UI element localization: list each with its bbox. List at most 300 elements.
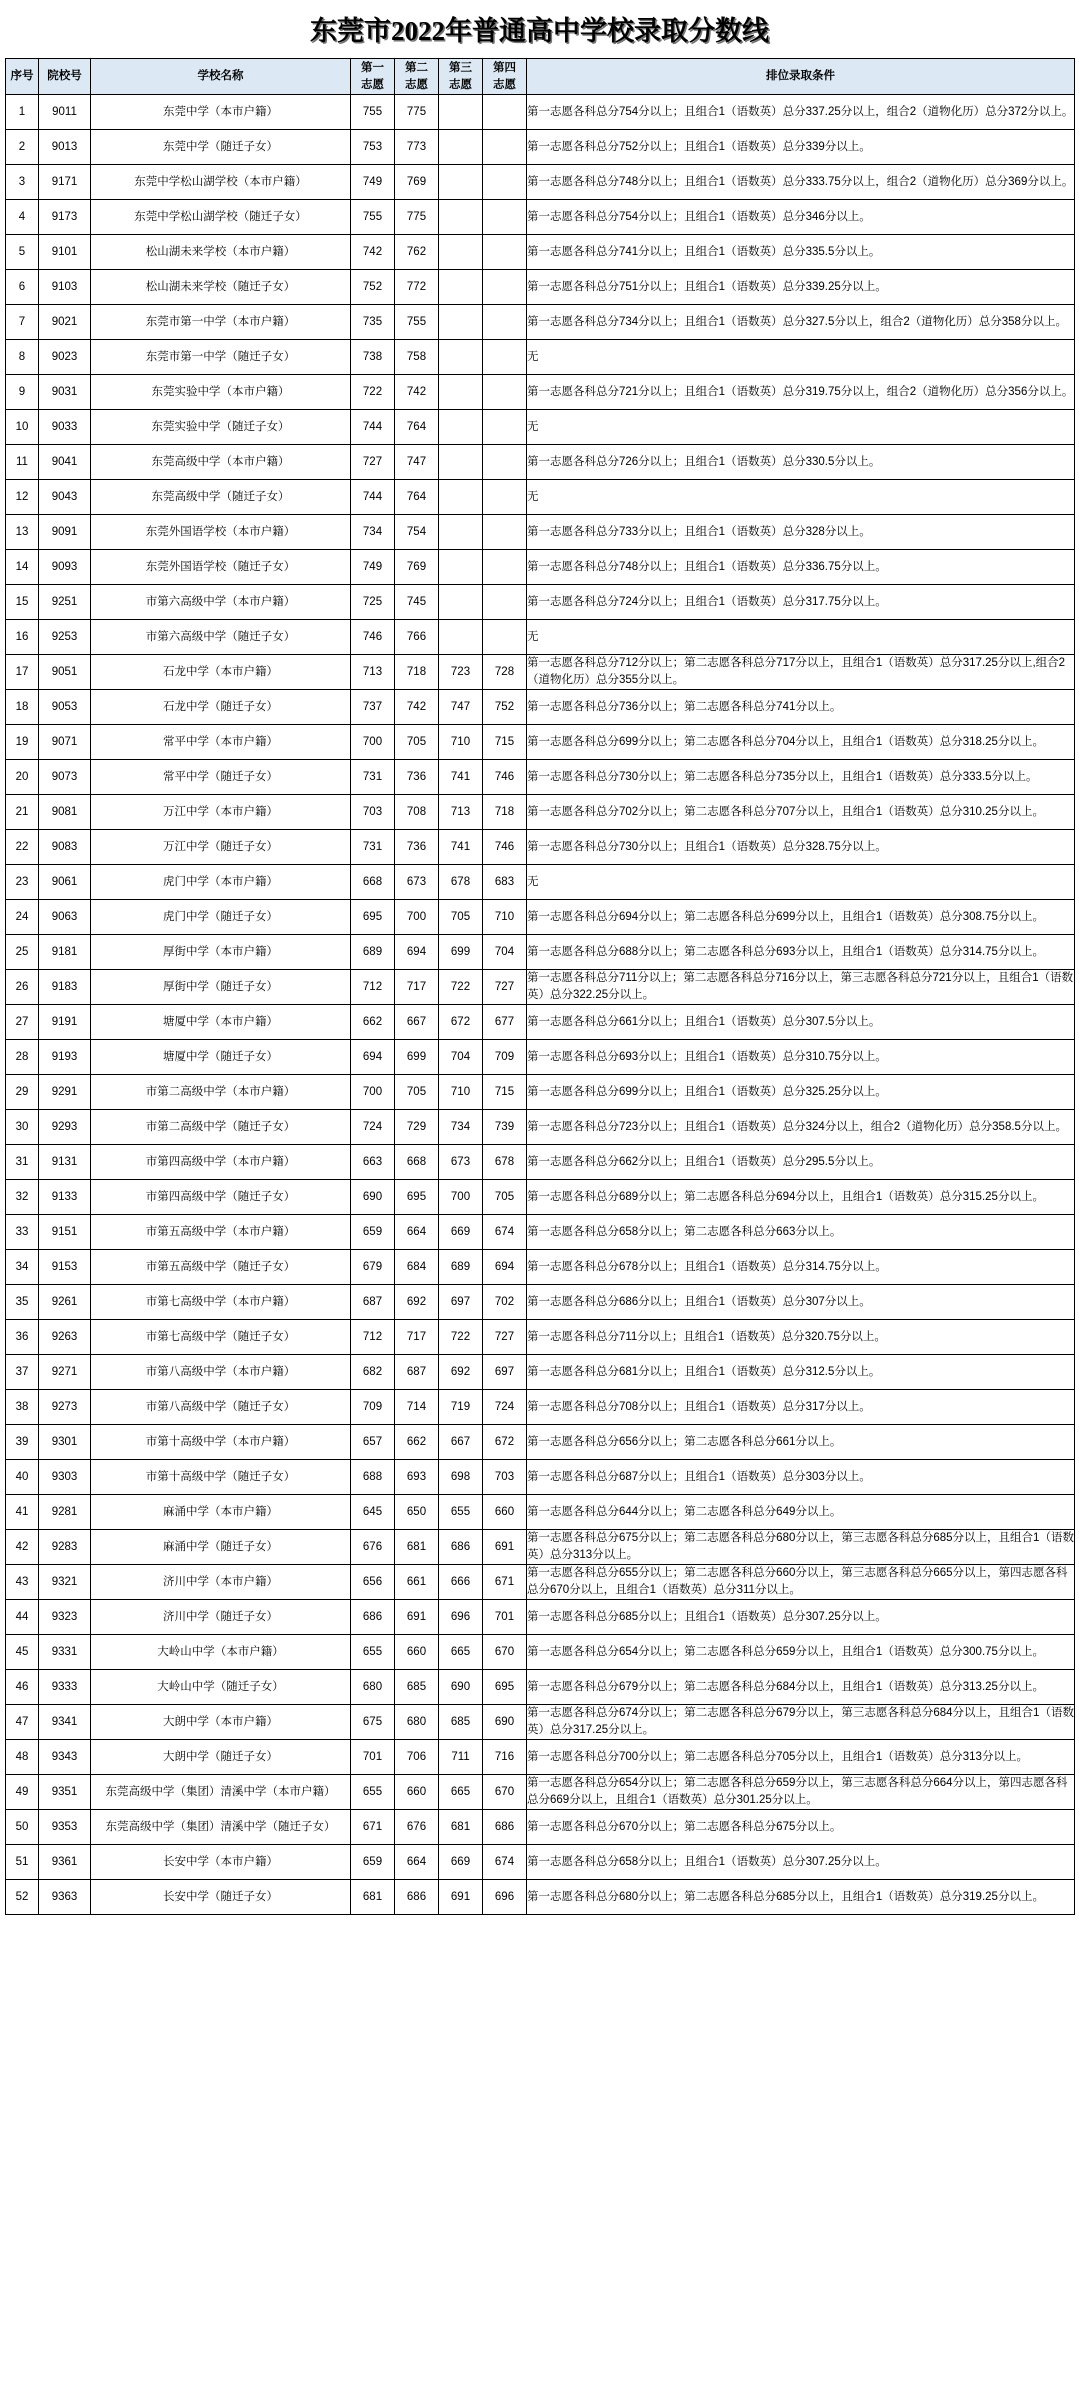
cell-wish2-score: 673 bbox=[395, 865, 439, 900]
cell-condition: 第一志愿各科总分734分以上；且组合1（语数英）总分327.5分以上，组合2（道物化历）总分358分以上。 bbox=[527, 305, 1075, 340]
table-row bbox=[6, 725, 1075, 760]
cell-school-code: 9331 bbox=[39, 1635, 91, 1670]
cell-wish3-score: 685 bbox=[439, 1705, 483, 1740]
cell-school-code: 9041 bbox=[39, 445, 91, 480]
cell-school-code: 9283 bbox=[39, 1530, 91, 1565]
cell-condition: 第一志愿各科总分730分以上；且组合1（语数英）总分328.75分以上。 bbox=[527, 830, 1075, 865]
cell-wish2-score: 695 bbox=[395, 1180, 439, 1215]
column-header-wish4: 第四 志愿 bbox=[483, 59, 527, 95]
cell-index: 33 bbox=[6, 1215, 39, 1250]
cell-wish3-score: 696 bbox=[439, 1600, 483, 1635]
cell-wish2-score: 769 bbox=[395, 550, 439, 585]
table-row bbox=[6, 1670, 1075, 1705]
cell-wish1-score: 668 bbox=[351, 865, 395, 900]
cell-wish4-score bbox=[483, 620, 527, 655]
cell-wish4-score: 752 bbox=[483, 690, 527, 725]
cell-wish1-score: 701 bbox=[351, 1740, 395, 1775]
table-header bbox=[6, 59, 1075, 95]
cell-wish1-score: 724 bbox=[351, 1110, 395, 1145]
cell-wish3-score bbox=[439, 235, 483, 270]
cell-wish3-score: 734 bbox=[439, 1110, 483, 1145]
cell-wish4-score bbox=[483, 165, 527, 200]
cell-index: 43 bbox=[6, 1565, 39, 1600]
cell-school-name: 常平中学（随迁子女） bbox=[91, 760, 351, 795]
cell-index: 34 bbox=[6, 1250, 39, 1285]
cell-school-code: 9341 bbox=[39, 1705, 91, 1740]
cell-index: 44 bbox=[6, 1600, 39, 1635]
cell-wish3-score bbox=[439, 305, 483, 340]
cell-school-code: 9321 bbox=[39, 1565, 91, 1600]
cell-school-code: 9193 bbox=[39, 1040, 91, 1075]
cell-school-name: 市第八高级中学（本市户籍） bbox=[91, 1355, 351, 1390]
cell-index: 27 bbox=[6, 1005, 39, 1040]
cell-wish4-score: 694 bbox=[483, 1250, 527, 1285]
table-row bbox=[6, 1530, 1075, 1565]
cell-wish2-score: 664 bbox=[395, 1845, 439, 1880]
table-row bbox=[6, 1285, 1075, 1320]
cell-school-code: 9303 bbox=[39, 1460, 91, 1495]
cell-wish4-score bbox=[483, 445, 527, 480]
cell-wish2-score: 660 bbox=[395, 1635, 439, 1670]
cell-condition: 第一志愿各科总分736分以上；第二志愿各科总分741分以上。 bbox=[527, 690, 1075, 725]
cell-wish4-score: 670 bbox=[483, 1775, 527, 1810]
cell-condition: 第一志愿各科总分681分以上；且组合1（语数英）总分312.5分以上。 bbox=[527, 1355, 1075, 1390]
cell-school-name: 长安中学（随迁子女） bbox=[91, 1880, 351, 1915]
cell-wish3-score: 697 bbox=[439, 1285, 483, 1320]
table-row bbox=[6, 1880, 1075, 1915]
cell-wish1-score: 755 bbox=[351, 200, 395, 235]
cell-wish4-score: 691 bbox=[483, 1530, 527, 1565]
cell-index: 5 bbox=[6, 235, 39, 270]
cell-wish2-score: 717 bbox=[395, 970, 439, 1005]
table-row bbox=[6, 1355, 1075, 1390]
cell-index: 32 bbox=[6, 1180, 39, 1215]
cell-wish3-score: 686 bbox=[439, 1530, 483, 1565]
table-row bbox=[6, 1145, 1075, 1180]
cell-wish2-score: 775 bbox=[395, 95, 439, 130]
table-row bbox=[6, 760, 1075, 795]
cell-wish1-score: 690 bbox=[351, 1180, 395, 1215]
cell-wish3-score: 698 bbox=[439, 1460, 483, 1495]
table-row bbox=[6, 235, 1075, 270]
cell-wish1-score: 655 bbox=[351, 1635, 395, 1670]
cell-index: 7 bbox=[6, 305, 39, 340]
cell-school-name: 石龙中学（本市户籍） bbox=[91, 655, 351, 690]
cell-school-name: 塘厦中学（本市户籍） bbox=[91, 1005, 351, 1040]
cell-school-code: 9271 bbox=[39, 1355, 91, 1390]
cell-wish4-score bbox=[483, 270, 527, 305]
cell-wish1-score: 713 bbox=[351, 655, 395, 690]
cell-index: 51 bbox=[6, 1845, 39, 1880]
cell-wish4-score: 739 bbox=[483, 1110, 527, 1145]
cell-index: 49 bbox=[6, 1775, 39, 1810]
cell-school-code: 9181 bbox=[39, 935, 91, 970]
cell-school-name: 厚街中学（本市户籍） bbox=[91, 935, 351, 970]
cell-condition: 第一志愿各科总分694分以上；第二志愿各科总分699分以上，且组合1（语数英）总分308.75分以上。 bbox=[527, 900, 1075, 935]
cell-index: 25 bbox=[6, 935, 39, 970]
cell-condition: 第一志愿各科总分689分以上；第二志愿各科总分694分以上，且组合1（语数英）总分315.25分以上。 bbox=[527, 1180, 1075, 1215]
cell-wish1-score: 744 bbox=[351, 410, 395, 445]
cell-wish4-score: 674 bbox=[483, 1845, 527, 1880]
cell-index: 16 bbox=[6, 620, 39, 655]
cell-wish2-score: 729 bbox=[395, 1110, 439, 1145]
cell-index: 45 bbox=[6, 1635, 39, 1670]
table-row bbox=[6, 1565, 1075, 1600]
cell-index: 38 bbox=[6, 1390, 39, 1425]
cell-wish1-score: 742 bbox=[351, 235, 395, 270]
cell-school-name: 济川中学（本市户籍） bbox=[91, 1565, 351, 1600]
cell-wish2-score: 699 bbox=[395, 1040, 439, 1075]
cell-index: 14 bbox=[6, 550, 39, 585]
cell-wish4-score bbox=[483, 585, 527, 620]
cell-wish3-score: 689 bbox=[439, 1250, 483, 1285]
cell-index: 41 bbox=[6, 1495, 39, 1530]
cell-school-name: 东莞外国语学校（本市户籍） bbox=[91, 515, 351, 550]
cell-condition: 第一志愿各科总分733分以上；且组合1（语数英）总分328分以上。 bbox=[527, 515, 1075, 550]
cell-school-name: 东莞中学松山湖学校（随迁子女） bbox=[91, 200, 351, 235]
cell-index: 10 bbox=[6, 410, 39, 445]
cell-wish3-score bbox=[439, 445, 483, 480]
cell-school-name: 市第八高级中学（随迁子女） bbox=[91, 1390, 351, 1425]
cell-school-code: 9153 bbox=[39, 1250, 91, 1285]
column-header-wish2: 第二 志愿 bbox=[395, 59, 439, 95]
table-row bbox=[6, 1635, 1075, 1670]
table-row bbox=[6, 1110, 1075, 1145]
table-row bbox=[6, 130, 1075, 165]
cell-school-name: 市第五高级中学（随迁子女） bbox=[91, 1250, 351, 1285]
cell-school-name: 塘厦中学（随迁子女） bbox=[91, 1040, 351, 1075]
cell-condition: 第一志愿各科总分693分以上；且组合1（语数英）总分310.75分以上。 bbox=[527, 1040, 1075, 1075]
cell-wish2-score: 705 bbox=[395, 1075, 439, 1110]
cell-school-code: 9363 bbox=[39, 1880, 91, 1915]
cell-wish1-score: 700 bbox=[351, 1075, 395, 1110]
cell-index: 40 bbox=[6, 1460, 39, 1495]
table-row bbox=[6, 1250, 1075, 1285]
table-row bbox=[6, 865, 1075, 900]
cell-index: 8 bbox=[6, 340, 39, 375]
cell-school-code: 9191 bbox=[39, 1005, 91, 1040]
cell-school-code: 9071 bbox=[39, 725, 91, 760]
table-row bbox=[6, 550, 1075, 585]
cell-index: 11 bbox=[6, 445, 39, 480]
cell-wish1-score: 686 bbox=[351, 1600, 395, 1635]
cell-school-code: 9073 bbox=[39, 760, 91, 795]
cell-wish1-score: 722 bbox=[351, 375, 395, 410]
cell-condition: 第一志愿各科总分741分以上；且组合1（语数英）总分335.5分以上。 bbox=[527, 235, 1075, 270]
cell-school-code: 9293 bbox=[39, 1110, 91, 1145]
cell-wish4-score bbox=[483, 95, 527, 130]
cell-wish3-score bbox=[439, 95, 483, 130]
cell-school-code: 9361 bbox=[39, 1845, 91, 1880]
table-row bbox=[6, 95, 1075, 130]
cell-school-name: 松山湖未来学校（本市户籍） bbox=[91, 235, 351, 270]
table-row bbox=[6, 1320, 1075, 1355]
cell-wish4-score: 746 bbox=[483, 760, 527, 795]
cell-condition: 第一志愿各科总分656分以上；第二志愿各科总分661分以上。 bbox=[527, 1425, 1075, 1460]
cell-wish2-score: 694 bbox=[395, 935, 439, 970]
cell-wish2-score: 742 bbox=[395, 690, 439, 725]
cell-wish2-score: 758 bbox=[395, 340, 439, 375]
cell-wish4-score: 702 bbox=[483, 1285, 527, 1320]
cell-condition: 第一志愿各科总分674分以上；第二志愿各科总分679分以上，第三志愿各科总分684分以上，且组合1（语数英）总分317.25分以上。 bbox=[527, 1705, 1075, 1740]
cell-index: 2 bbox=[6, 130, 39, 165]
cell-school-name: 市第六高级中学（随迁子女） bbox=[91, 620, 351, 655]
cell-school-name: 长安中学（本市户籍） bbox=[91, 1845, 351, 1880]
cell-wish4-score: 710 bbox=[483, 900, 527, 935]
cell-condition: 第一志愿各科总分748分以上；且组合1（语数英）总分333.75分以上，组合2（道物化历）总分369分以上。 bbox=[527, 165, 1075, 200]
cell-school-name: 市第四高级中学（本市户籍） bbox=[91, 1145, 351, 1180]
cell-condition: 第一志愿各科总分754分以上；且组合1（语数英）总分346分以上。 bbox=[527, 200, 1075, 235]
cell-wish3-score: 710 bbox=[439, 1075, 483, 1110]
table-row bbox=[6, 935, 1075, 970]
cell-index: 28 bbox=[6, 1040, 39, 1075]
cell-condition: 第一志愿各科总分687分以上；且组合1（语数英）总分303分以上。 bbox=[527, 1460, 1075, 1495]
table-row bbox=[6, 830, 1075, 865]
cell-wish1-score: 681 bbox=[351, 1880, 395, 1915]
cell-wish3-score: 666 bbox=[439, 1565, 483, 1600]
cell-condition: 第一志愿各科总分699分以上；第二志愿各科总分704分以上，且组合1（语数英）总分318.25分以上。 bbox=[527, 725, 1075, 760]
cell-condition: 无 bbox=[527, 865, 1075, 900]
cell-school-name: 大朗中学（本市户籍） bbox=[91, 1705, 351, 1740]
cell-school-code: 9281 bbox=[39, 1495, 91, 1530]
cell-wish3-score bbox=[439, 480, 483, 515]
cell-school-name: 虎门中学（随迁子女） bbox=[91, 900, 351, 935]
cell-school-name: 厚街中学（随迁子女） bbox=[91, 970, 351, 1005]
cell-school-code: 9023 bbox=[39, 340, 91, 375]
cell-school-name: 市第二高级中学（本市户籍） bbox=[91, 1075, 351, 1110]
cell-wish1-score: 749 bbox=[351, 550, 395, 585]
cell-wish1-score: 752 bbox=[351, 270, 395, 305]
cell-wish2-score: 745 bbox=[395, 585, 439, 620]
table-row bbox=[6, 1215, 1075, 1250]
cell-wish4-score: 701 bbox=[483, 1600, 527, 1635]
table-row bbox=[6, 1005, 1075, 1040]
cell-condition: 第一志愿各科总分751分以上；且组合1（语数英）总分339.25分以上。 bbox=[527, 270, 1075, 305]
cell-school-code: 9261 bbox=[39, 1285, 91, 1320]
cell-wish2-score: 769 bbox=[395, 165, 439, 200]
cell-wish1-score: 694 bbox=[351, 1040, 395, 1075]
cell-wish4-score: 704 bbox=[483, 935, 527, 970]
cell-wish1-score: 655 bbox=[351, 1775, 395, 1810]
cell-wish2-score: 700 bbox=[395, 900, 439, 935]
cell-index: 15 bbox=[6, 585, 39, 620]
cell-school-name: 东莞市第一中学（本市户籍） bbox=[91, 305, 351, 340]
table-row bbox=[6, 1600, 1075, 1635]
cell-wish2-score: 755 bbox=[395, 305, 439, 340]
cell-condition: 第一志愿各科总分708分以上；且组合1（语数英）总分317分以上。 bbox=[527, 1390, 1075, 1425]
cell-wish4-score: 695 bbox=[483, 1670, 527, 1705]
cell-index: 19 bbox=[6, 725, 39, 760]
cell-school-code: 9043 bbox=[39, 480, 91, 515]
cell-index: 52 bbox=[6, 1880, 39, 1915]
table-row bbox=[6, 445, 1075, 480]
table-row bbox=[6, 1845, 1075, 1880]
cell-wish2-score: 676 bbox=[395, 1810, 439, 1845]
cell-index: 20 bbox=[6, 760, 39, 795]
cell-school-code: 9133 bbox=[39, 1180, 91, 1215]
cell-wish4-score bbox=[483, 480, 527, 515]
cell-school-name: 东莞外国语学校（随迁子女） bbox=[91, 550, 351, 585]
cell-wish2-score: 693 bbox=[395, 1460, 439, 1495]
cell-wish2-score: 708 bbox=[395, 795, 439, 830]
cell-condition: 无 bbox=[527, 340, 1075, 375]
cell-wish2-score: 660 bbox=[395, 1775, 439, 1810]
cell-wish4-score: 683 bbox=[483, 865, 527, 900]
table-row bbox=[6, 1075, 1075, 1110]
table-row bbox=[6, 200, 1075, 235]
cell-condition: 第一志愿各科总分754分以上；且组合1（语数英）总分337.25分以上，组合2（道物化历）总分372分以上。 bbox=[527, 95, 1075, 130]
cell-condition: 第一志愿各科总分752分以上；且组合1（语数英）总分339分以上。 bbox=[527, 130, 1075, 165]
table-row bbox=[6, 1390, 1075, 1425]
cell-wish2-score: 717 bbox=[395, 1320, 439, 1355]
cell-wish3-score: 704 bbox=[439, 1040, 483, 1075]
cell-wish3-score: 741 bbox=[439, 830, 483, 865]
cell-wish3-score: 699 bbox=[439, 935, 483, 970]
cell-wish4-score: 746 bbox=[483, 830, 527, 865]
cell-condition: 第一志愿各科总分644分以上；第二志愿各科总分649分以上。 bbox=[527, 1495, 1075, 1530]
cell-index: 23 bbox=[6, 865, 39, 900]
cell-wish2-score: 692 bbox=[395, 1285, 439, 1320]
cell-school-code: 9033 bbox=[39, 410, 91, 445]
cell-wish4-score: 686 bbox=[483, 1810, 527, 1845]
cell-wish1-score: 731 bbox=[351, 830, 395, 865]
cell-index: 29 bbox=[6, 1075, 39, 1110]
cell-school-code: 9353 bbox=[39, 1810, 91, 1845]
cell-index: 48 bbox=[6, 1740, 39, 1775]
cell-wish3-score: 747 bbox=[439, 690, 483, 725]
cell-condition: 第一志愿各科总分723分以上；且组合1（语数英）总分324分以上，组合2（道物化历）总分358.5分以上。 bbox=[527, 1110, 1075, 1145]
cell-wish3-score: 678 bbox=[439, 865, 483, 900]
cell-condition: 第一志愿各科总分661分以上；且组合1（语数英）总分307.5分以上。 bbox=[527, 1005, 1075, 1040]
table-row bbox=[6, 1180, 1075, 1215]
cell-wish1-score: 735 bbox=[351, 305, 395, 340]
cell-wish1-score: 731 bbox=[351, 760, 395, 795]
cell-wish1-score: 663 bbox=[351, 1145, 395, 1180]
cell-condition: 第一志愿各科总分688分以上；第二志愿各科总分693分以上，且组合1（语数英）总分314.75分以上。 bbox=[527, 935, 1075, 970]
cell-condition: 第一志愿各科总分675分以上；第二志愿各科总分680分以上，第三志愿各科总分685分以上，且组合1（语数英）总分313分以上。 bbox=[527, 1530, 1075, 1565]
cell-wish4-score: 672 bbox=[483, 1425, 527, 1460]
cell-wish3-score: 681 bbox=[439, 1810, 483, 1845]
cell-wish4-score: 715 bbox=[483, 725, 527, 760]
cell-school-code: 9343 bbox=[39, 1740, 91, 1775]
cell-wish2-score: 667 bbox=[395, 1005, 439, 1040]
cell-condition: 第一志愿各科总分724分以上；且组合1（语数英）总分317.75分以上。 bbox=[527, 585, 1075, 620]
cell-wish1-score: 734 bbox=[351, 515, 395, 550]
cell-school-name: 东莞实验中学（本市户籍） bbox=[91, 375, 351, 410]
cell-school-code: 9171 bbox=[39, 165, 91, 200]
cell-wish3-score: 667 bbox=[439, 1425, 483, 1460]
cell-condition: 第一志愿各科总分658分以上；且组合1（语数英）总分307.25分以上。 bbox=[527, 1845, 1075, 1880]
table-row bbox=[6, 410, 1075, 445]
cell-wish2-score: 661 bbox=[395, 1565, 439, 1600]
cell-wish2-score: 650 bbox=[395, 1495, 439, 1530]
table-body bbox=[6, 95, 1075, 1915]
cell-index: 18 bbox=[6, 690, 39, 725]
cell-school-name: 大岭山中学（随迁子女） bbox=[91, 1670, 351, 1705]
cell-wish4-score: 727 bbox=[483, 1320, 527, 1355]
cell-school-code: 9351 bbox=[39, 1775, 91, 1810]
cell-wish2-score: 691 bbox=[395, 1600, 439, 1635]
table-row bbox=[6, 305, 1075, 340]
cell-wish3-score bbox=[439, 375, 483, 410]
cell-condition: 第一志愿各科总分699分以上；且组合1（语数英）总分325.25分以上。 bbox=[527, 1075, 1075, 1110]
cell-wish1-score: 671 bbox=[351, 1810, 395, 1845]
table-row bbox=[6, 620, 1075, 655]
cell-condition: 第一志愿各科总分711分以上；第二志愿各科总分716分以上，第三志愿各科总分721分以上，且组合1（语数英）总分322.25分以上。 bbox=[527, 970, 1075, 1005]
table-row bbox=[6, 375, 1075, 410]
cell-wish4-score: 696 bbox=[483, 1880, 527, 1915]
cell-wish1-score: 662 bbox=[351, 1005, 395, 1040]
cell-wish2-score: 766 bbox=[395, 620, 439, 655]
cell-school-name: 市第二高级中学（随迁子女） bbox=[91, 1110, 351, 1145]
table-row bbox=[6, 1040, 1075, 1075]
cell-school-code: 9061 bbox=[39, 865, 91, 900]
cell-wish3-score: 690 bbox=[439, 1670, 483, 1705]
cell-condition: 第一志愿各科总分702分以上；第二志愿各科总分707分以上，且组合1（语数英）总分310.25分以上。 bbox=[527, 795, 1075, 830]
cell-condition: 第一志愿各科总分654分以上；第二志愿各科总分659分以上，第三志愿各科总分664分以上，第四志愿各科总分669分以上，且组合1（语数英）总分301.25分以上。 bbox=[527, 1775, 1075, 1810]
cell-wish4-score: 678 bbox=[483, 1145, 527, 1180]
cell-index: 9 bbox=[6, 375, 39, 410]
cell-index: 46 bbox=[6, 1670, 39, 1705]
cell-wish4-score bbox=[483, 410, 527, 445]
cell-wish4-score: 728 bbox=[483, 655, 527, 690]
cell-index: 36 bbox=[6, 1320, 39, 1355]
cell-school-name: 东莞高级中学（本市户籍） bbox=[91, 445, 351, 480]
cell-school-name: 常平中学（本市户籍） bbox=[91, 725, 351, 760]
cell-school-name: 石龙中学（随迁子女） bbox=[91, 690, 351, 725]
cell-condition: 第一志愿各科总分658分以上；第二志愿各科总分663分以上。 bbox=[527, 1215, 1075, 1250]
table-row bbox=[6, 655, 1075, 690]
table-row bbox=[6, 1705, 1075, 1740]
cell-condition: 第一志愿各科总分655分以上；第二志愿各科总分660分以上，第三志愿各科总分665分以上，第四志愿各科总分670分以上，且组合1（语数英）总分311分以上。 bbox=[527, 1565, 1075, 1600]
cell-wish1-score: 746 bbox=[351, 620, 395, 655]
cell-condition: 第一志愿各科总分686分以上；且组合1（语数英）总分307分以上。 bbox=[527, 1285, 1075, 1320]
cell-wish1-score: 688 bbox=[351, 1460, 395, 1495]
cell-wish4-score bbox=[483, 340, 527, 375]
cell-wish3-score bbox=[439, 270, 483, 305]
cell-wish1-score: 703 bbox=[351, 795, 395, 830]
cell-wish3-score: 741 bbox=[439, 760, 483, 795]
cell-condition: 第一志愿各科总分670分以上；第二志愿各科总分675分以上。 bbox=[527, 1810, 1075, 1845]
cell-index: 13 bbox=[6, 515, 39, 550]
cell-school-name: 东莞高级中学（集团）清溪中学（本市户籍） bbox=[91, 1775, 351, 1810]
cell-wish1-score: 682 bbox=[351, 1355, 395, 1390]
cell-school-name: 市第四高级中学（随迁子女） bbox=[91, 1180, 351, 1215]
cell-index: 30 bbox=[6, 1110, 39, 1145]
cell-school-name: 松山湖未来学校（随迁子女） bbox=[91, 270, 351, 305]
cell-condition: 无 bbox=[527, 410, 1075, 445]
cell-wish4-score: 709 bbox=[483, 1040, 527, 1075]
cell-school-code: 9053 bbox=[39, 690, 91, 725]
cell-index: 12 bbox=[6, 480, 39, 515]
cell-school-name: 麻涌中学（随迁子女） bbox=[91, 1530, 351, 1565]
cell-wish1-score: 744 bbox=[351, 480, 395, 515]
cell-wish3-score bbox=[439, 130, 483, 165]
cell-index: 47 bbox=[6, 1705, 39, 1740]
table-row bbox=[6, 1775, 1075, 1810]
cell-condition: 第一志愿各科总分685分以上；且组合1（语数英）总分307.25分以上。 bbox=[527, 1600, 1075, 1635]
cell-index: 17 bbox=[6, 655, 39, 690]
cell-school-name: 东莞实验中学（随迁子女） bbox=[91, 410, 351, 445]
cell-wish4-score: 727 bbox=[483, 970, 527, 1005]
table-row bbox=[6, 1460, 1075, 1495]
table-row bbox=[6, 340, 1075, 375]
cell-wish3-score: 722 bbox=[439, 970, 483, 1005]
cell-school-name: 市第七高级中学（本市户籍） bbox=[91, 1285, 351, 1320]
cell-wish1-score: 659 bbox=[351, 1215, 395, 1250]
cell-wish1-score: 676 bbox=[351, 1530, 395, 1565]
cell-wish3-score bbox=[439, 340, 483, 375]
